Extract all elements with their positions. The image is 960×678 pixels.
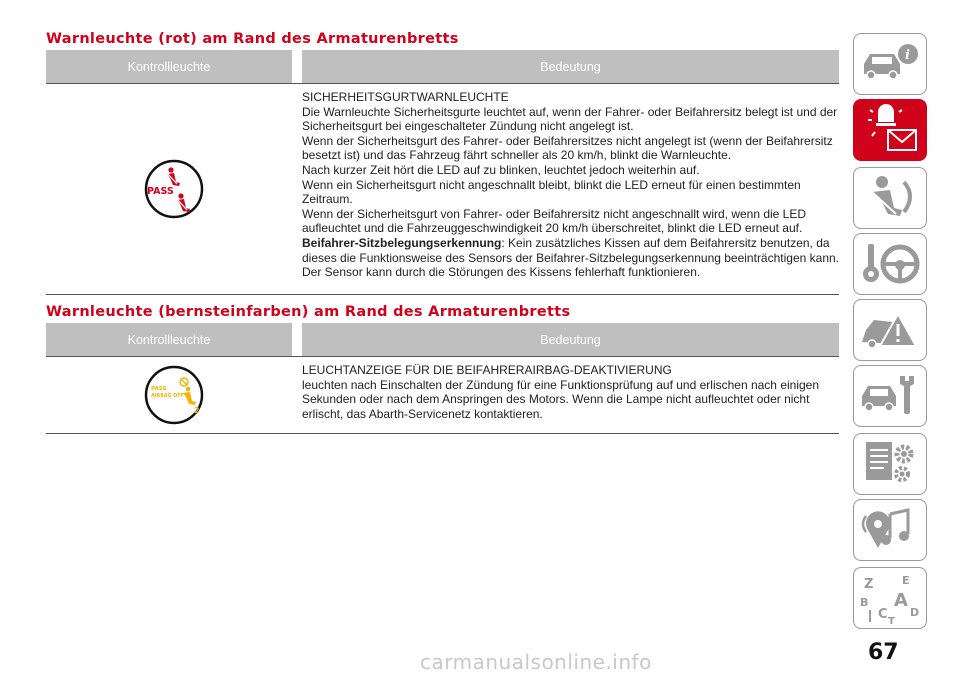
- badge-number: 2: [194, 406, 200, 415]
- warning-light-cell: [46, 84, 302, 294]
- warning-light-table-red: [46, 50, 839, 295]
- warning-heading: SICHERHEITSGURTWARNLEUCHTE: [302, 90, 509, 104]
- airbag-off-label: AIRBAG OFF: [151, 394, 184, 399]
- paragraph: Die Warnleuchte Sicherheitsgurte leuchtet auf, wenn der Fahrer- oder Beifahrersitz belegt ist und der Sicherheitsgurt bei eingeschalteter Zündung nicht angelegt ist.: [302, 104, 838, 134]
- paragraph: [302, 236, 839, 280]
- passenger-airbag-off-icon: [143, 364, 205, 426]
- paragraph: Wenn ein Sicherheitsgurt nicht angeschnallt bleibt, blinkt die LED erneut für einen bestimmten Zeitraum.: [302, 177, 801, 207]
- document-gears-icon: [858, 438, 922, 490]
- index-letter: B: [860, 596, 869, 609]
- tab-car-info[interactable]: [853, 33, 927, 95]
- index-letter: T: [888, 616, 895, 624]
- bold-term-text: : Kein zusätzliches Kissen auf dem Beifahrersitz benutzen, da dieses die Funktionsweise des Sensors der Beifahrer-Sitzbelegungserkennung beeinträchtigen kann. Der Sensor kann durch die Störungen des Kissens fehlerhaft funktionieren.: [302, 235, 839, 280]
- pass-label: PASS: [151, 386, 167, 392]
- tab-starting-driving[interactable]: [853, 233, 927, 295]
- seatbelt-pass-warning-icon: [143, 158, 205, 220]
- header-meaning: Bedeutung: [540, 332, 601, 347]
- meaning-cell: [302, 84, 839, 294]
- tab-multimedia[interactable]: [853, 499, 927, 561]
- tab-maintenance[interactable]: [853, 365, 927, 427]
- table-row: [46, 83, 839, 295]
- watermark: carmanualsonline.info: [420, 650, 652, 674]
- table-row: [46, 356, 839, 434]
- index-letter: D: [910, 606, 920, 619]
- svg-text:i: i: [905, 48, 910, 63]
- car-warning-triangle-icon: [858, 304, 922, 356]
- tab-emergency[interactable]: [853, 299, 927, 361]
- car-wrench-icon: [858, 370, 922, 422]
- index-letters-icon: [858, 572, 922, 624]
- index-letter: C: [878, 607, 888, 622]
- index-letter: A: [894, 590, 908, 611]
- section-title-red: Warnleuchte (rot) am Rand des Armaturenbretts: [46, 31, 459, 47]
- index-letter: Z: [864, 577, 874, 592]
- paragraph: leuchten nach Einschalten der Zündung für eine Funktionsprüfung auf und erlischen nach einigen Sekunden oder nach dem Anspringen des Motors. Wenn die Lampe nicht aufleuchtet oder nicht erlischt, das Abarth-Servicenetz kontaktieren.: [302, 377, 820, 421]
- warning-light-table-amber: [46, 323, 839, 434]
- tab-index[interactable]: [853, 567, 927, 629]
- paragraph: Wenn der Sicherheitsgurt von Fahrer- oder Beifahrersitz nicht angeschnallt wird, wenn die LED aufleuchtet und die Fahrzeuggeschwindigkeit 20 km/h überschreitet, blinkt die LED erneut auf.: [302, 206, 807, 236]
- warning-light-message-icon: [858, 104, 922, 156]
- tab-warning-lights[interactable]: [853, 99, 927, 161]
- multimedia-icon: [858, 504, 922, 556]
- tab-technical-data[interactable]: [853, 433, 927, 495]
- table-header: [46, 323, 839, 356]
- paragraph: Wenn der Sicherheitsgurt des Fahrer- oder Beifahrersitzes nicht angelegt ist (wenn der Beifahrersitz besetzt ist) und das Fahrzeug fährt schneller als 20 km/h, blinkt die Warnleuchte.: [302, 133, 833, 163]
- car-info-icon: [858, 40, 922, 88]
- meaning-cell: [302, 357, 839, 433]
- pass-label: PASS: [147, 186, 174, 197]
- section-title-amber: Warnleuchte (bernsteinfarben) am Rand des Armaturenbretts: [46, 304, 571, 320]
- table-header: [46, 50, 839, 83]
- header-meaning: Bedeutung: [540, 59, 601, 74]
- header-warning-light: Kontrollleuchte: [127, 332, 211, 347]
- warning-light-cell: [46, 357, 302, 433]
- page-number: 67: [868, 640, 899, 665]
- header-warning-light: Kontrollleuchte: [127, 59, 211, 74]
- bold-term: Beifahrer-Sitzbelegungserkennung: [302, 235, 502, 250]
- key-steering-wheel-icon: [858, 238, 922, 290]
- tab-safety[interactable]: [853, 167, 927, 229]
- index-letter: E: [902, 574, 910, 587]
- seatbelt-airbag-icon: [858, 172, 922, 224]
- paragraph: Nach kurzer Zeit hört die LED auf zu blinken, leuchtet jedoch weiterhin auf.: [302, 162, 700, 177]
- warning-heading: LEUCHTANZEIGE FÜR DIE BEIFAHRERAIRBAG-DEAKTIVIERUNG: [302, 363, 672, 377]
